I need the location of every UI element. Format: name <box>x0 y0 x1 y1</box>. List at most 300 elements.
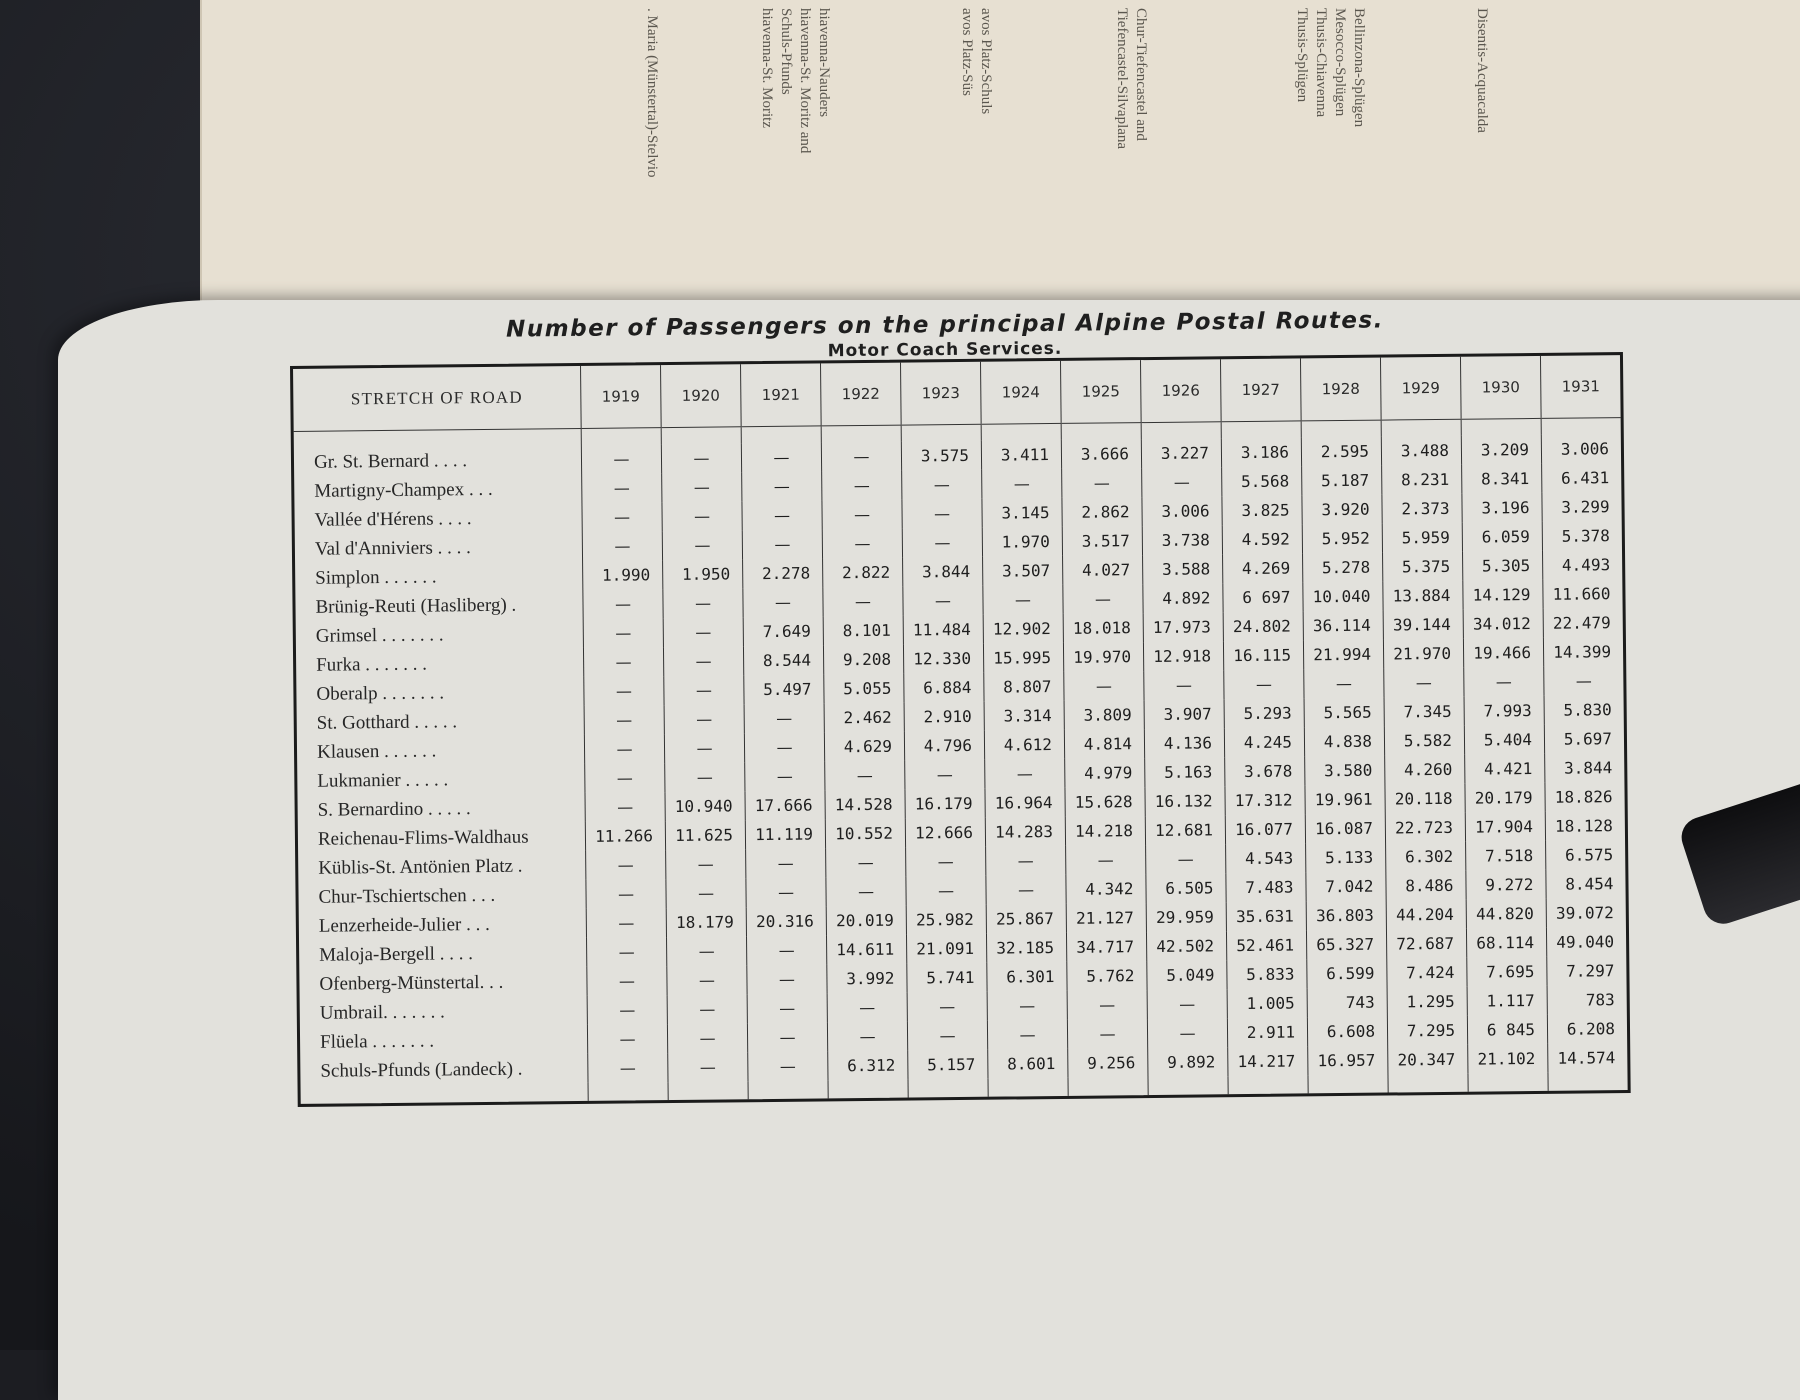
back-page-label: Disentis-Acquacalda <box>1474 8 1490 133</box>
passenger-count-cell: 5.305 <box>1463 551 1543 581</box>
passenger-count-cell: — <box>822 500 902 530</box>
passenger-count-cell: — <box>1384 668 1464 698</box>
passenger-count-cell: 4.796 <box>904 731 984 761</box>
passenger-count-cell: 15.995 <box>983 643 1063 673</box>
passenger-count-cell: 8.807 <box>984 672 1064 702</box>
passenger-count-cell: 9.208 <box>823 645 903 675</box>
passenger-count-cell: 17.904 <box>1465 812 1545 842</box>
passenger-count-cell: — <box>587 995 667 1025</box>
passenger-count-cell: — <box>583 647 663 677</box>
passenger-count-cell: 5.741 <box>907 963 987 993</box>
passenger-count-cell: 14.399 <box>1543 637 1623 667</box>
back-page <box>200 0 1800 340</box>
passenger-count-cell: 14.283 <box>985 817 1065 847</box>
passenger-count-cell: — <box>587 1024 667 1054</box>
passenger-count-cell: 8.101 <box>823 616 903 646</box>
passenger-count-cell: — <box>1224 669 1304 699</box>
passenger-count-cell: 743 <box>1307 988 1387 1018</box>
passenger-count-cell: 5.762 <box>1067 961 1147 991</box>
passenger-count-cell: 7.042 <box>1306 872 1386 902</box>
passenger-count-cell: 7.295 <box>1387 1016 1467 1046</box>
passenger-count-cell: — <box>823 587 903 617</box>
passenger-count-cell: — <box>827 1022 907 1052</box>
passenger-count-cell: 5.187 <box>1302 466 1382 496</box>
year-header: 1919 <box>581 365 662 428</box>
passenger-count-cell: 19.466 <box>1463 638 1543 668</box>
passenger-count-cell: — <box>903 586 983 616</box>
passenger-count-cell: 8.544 <box>743 645 823 675</box>
passenger-count-cell: — <box>1062 468 1142 498</box>
route-name: Vallée d'Hérens . . . . <box>314 507 472 531</box>
passenger-count-cell: — <box>986 875 1066 905</box>
passenger-count-cell: 7.424 <box>1387 958 1467 988</box>
passenger-count-cell: — <box>664 733 744 763</box>
passenger-count-cell: — <box>1066 845 1146 875</box>
route-name: Lenzerheide-Julier . . . <box>318 913 490 937</box>
passenger-count-cell: 18.018 <box>1063 613 1143 643</box>
passenger-count-cell: 3.920 <box>1302 495 1382 525</box>
passenger-count-cell: — <box>584 705 664 735</box>
route-name: Oberalp . . . . . . . <box>316 681 445 705</box>
route-name: Brünig-Reuti (Hasliberg) . <box>315 594 517 618</box>
passenger-count-cell: 72.687 <box>1386 929 1466 959</box>
passenger-count-cell: 32.185 <box>986 933 1066 963</box>
passenger-count-cell: — <box>586 908 666 938</box>
back-page-label: avos Platz-Schuls avos Platz-Süs <box>959 8 994 115</box>
passenger-count-cell: 44.204 <box>1386 900 1466 930</box>
page-title: Number of Passengers on the principal Alpine Postal Routes. <box>505 307 1385 343</box>
passenger-count-cell: 18.128 <box>1545 811 1625 841</box>
passenger-count-cell: 5.697 <box>1544 724 1624 754</box>
passenger-count-cell: 3.006 <box>1541 434 1621 464</box>
passenger-count-cell: 3.145 <box>982 498 1062 528</box>
passenger-count-cell: 3.738 <box>1142 525 1222 555</box>
passenger-count-cell: 4.629 <box>824 732 904 762</box>
passenger-count-cell: 1.005 <box>1227 988 1307 1018</box>
passenger-count-cell: — <box>822 529 902 559</box>
passenger-count-cell: 19.961 <box>1305 785 1385 815</box>
passenger-count-cell: — <box>983 585 1063 615</box>
passenger-count-cell: 22.479 <box>1543 608 1623 638</box>
passenger-count-cell: 3.411 <box>981 440 1061 470</box>
passenger-count-cell: 5.293 <box>1224 698 1304 728</box>
passenger-count-cell: 49.040 <box>1546 927 1626 957</box>
passenger-count-cell: 5.568 <box>1222 466 1302 496</box>
passenger-count-cell: — <box>1544 666 1624 696</box>
year-header: 1921 <box>741 363 822 426</box>
passenger-count-cell: 2.911 <box>1227 1017 1307 1047</box>
passenger-count-cell: 4.612 <box>984 730 1064 760</box>
passenger-count-cell: 4.493 <box>1543 550 1623 580</box>
passenger-count-cell: — <box>584 734 664 764</box>
passenger-count-cell: 14.528 <box>825 790 905 820</box>
passenger-count-cell: — <box>1067 990 1147 1020</box>
passenger-count-cell: — <box>1142 467 1222 497</box>
route-name: Simplon . . . . . . <box>315 565 437 589</box>
passenger-count-cell: — <box>667 1023 747 1053</box>
passenger-count-cell: 20.179 <box>1465 783 1545 813</box>
back-page-label: hiavenna-Nauders hiavenna-St. Moritz and Schuls-Pfunds hiavenna-St. Moritz <box>759 8 832 154</box>
passenger-count-cell: 65.327 <box>1306 930 1386 960</box>
passenger-count-cell: 21.102 <box>1468 1044 1548 1074</box>
passenger-count-cell: 6.312 <box>828 1051 908 1081</box>
passenger-count-cell: 4.245 <box>1224 727 1304 757</box>
passenger-count-cell: 22.723 <box>1385 813 1465 843</box>
passenger-count-cell: — <box>905 760 985 790</box>
passenger-count-cell: — <box>664 675 744 705</box>
passenger-count-cell: 12.918 <box>1143 641 1223 671</box>
passenger-count-cell: — <box>582 531 662 561</box>
passenger-count-cell: — <box>667 936 747 966</box>
passenger-count-cell: 7.345 <box>1384 697 1464 727</box>
passenger-count-cell: 16.957 <box>1308 1046 1388 1076</box>
passenger-count-cell: 3.006 <box>1142 496 1222 526</box>
passenger-count-cell: 2.373 <box>1382 494 1462 524</box>
passenger-count-cell: 8.486 <box>1386 871 1466 901</box>
passenger-count-cell: — <box>1147 1018 1227 1048</box>
passenger-count-cell: 3.507 <box>983 556 1063 586</box>
passenger-count-cell: — <box>665 762 745 792</box>
passenger-count-cell: 14.611 <box>826 935 906 965</box>
route-name: Grimsel . . . . . . . <box>315 623 444 647</box>
passenger-count-cell: 5.404 <box>1464 725 1544 755</box>
passenger-count-cell: 3.678 <box>1225 756 1305 786</box>
passenger-count-cell: — <box>821 442 901 472</box>
passenger-count-cell: 4.979 <box>1065 758 1145 788</box>
passenger-count-cell: 5.163 <box>1145 757 1225 787</box>
passenger-count-cell: 11.119 <box>745 819 825 849</box>
passenger-count-cell: — <box>746 877 826 907</box>
back-page-label: Chur-Tiefencastel and Tiefencastel-Silvaplana <box>1114 8 1149 150</box>
passenger-count-cell: 14.129 <box>1463 580 1543 610</box>
passenger-count-cell: 5.378 <box>1542 521 1622 551</box>
passenger-count-cell: — <box>587 937 667 967</box>
year-header: 1924 <box>980 361 1061 424</box>
route-name: Martigny-Champex . . . <box>314 478 493 502</box>
passenger-count-cell: 6.059 <box>1462 522 1542 552</box>
passenger-count-cell: — <box>748 1051 828 1081</box>
passenger-count-cell: 2.862 <box>1062 497 1142 527</box>
passenger-count-cell: 3.809 <box>1064 700 1144 730</box>
passenger-count-cell: — <box>662 530 742 560</box>
passenger-count-cell: — <box>666 849 746 879</box>
passenger-count-cell: — <box>906 876 986 906</box>
passenger-count-cell: — <box>1304 669 1384 699</box>
passenger-count-cell: 17.973 <box>1143 612 1223 642</box>
passenger-count-cell: 5.133 <box>1306 843 1386 873</box>
passenger-count-cell: 3.825 <box>1222 495 1302 525</box>
passenger-count-cell: 6.302 <box>1386 842 1466 872</box>
passenger-count-cell: 7.518 <box>1466 841 1546 871</box>
passenger-count-cell: — <box>1064 671 1144 701</box>
passenger-count-cell: — <box>826 877 906 907</box>
passenger-count-cell: — <box>982 469 1062 499</box>
passenger-count-cell: 20.316 <box>746 906 826 936</box>
passenger-count-cell: 3.196 <box>1462 493 1542 523</box>
passenger-count-cell: 52.461 <box>1226 930 1306 960</box>
passenger-count-cell: — <box>1146 844 1226 874</box>
passenger-count-cell: 16.179 <box>905 789 985 819</box>
year-header: 1927 <box>1220 358 1301 421</box>
passenger-count-cell: 7.993 <box>1464 696 1544 726</box>
passenger-count-cell: 3.666 <box>1061 439 1141 469</box>
back-page-label: . Maria (Münstertal)-Stelvio <box>644 8 660 178</box>
passenger-count-cell: 3.186 <box>1221 437 1301 467</box>
passenger-count-cell: 6.608 <box>1307 1017 1387 1047</box>
passenger-count-cell: — <box>582 502 662 532</box>
passenger-count-cell: 5.952 <box>1302 524 1382 554</box>
passenger-count-cell: — <box>822 471 902 501</box>
passenger-count-cell: — <box>742 471 822 501</box>
passenger-count-cell: 10.940 <box>665 791 745 821</box>
passenger-count-cell: 20.019 <box>826 906 906 936</box>
passenger-count-cell: — <box>663 617 743 647</box>
passenger-count-cell: 11.484 <box>903 615 983 645</box>
passenger-count-cell: 35.631 <box>1226 901 1306 931</box>
passenger-count-cell: — <box>1067 1019 1147 1049</box>
passenger-count-cell: 36.114 <box>1303 611 1383 641</box>
passenger-count-cell: — <box>902 499 982 529</box>
passenger-count-cell: 5.497 <box>744 674 824 704</box>
passenger-count-cell: — <box>746 935 826 965</box>
passenger-count-cell: — <box>746 848 826 878</box>
passenger-count-cell: 6.431 <box>1542 463 1622 493</box>
passenger-count-cell: 5.278 <box>1303 553 1383 583</box>
passenger-count-cell: 6.208 <box>1547 1014 1627 1044</box>
passenger-count-cell: 11.625 <box>665 820 745 850</box>
passenger-count-cell: — <box>661 443 741 473</box>
year-header: 1922 <box>821 363 902 426</box>
route-name: Schuls-Pfunds (Landeck) . <box>320 1058 523 1082</box>
route-name: S. Bernardino . . . . . <box>317 797 471 821</box>
passenger-count-cell: 4.543 <box>1226 843 1306 873</box>
passenger-count-cell: 2.822 <box>823 558 903 588</box>
passenger-count-cell: 5.959 <box>1382 523 1462 553</box>
year-header: 1929 <box>1380 357 1461 420</box>
passenger-count-cell: 4.260 <box>1385 755 1465 785</box>
passenger-count-cell: 9.272 <box>1466 870 1546 900</box>
passenger-count-cell: 3.907 <box>1144 699 1224 729</box>
passenger-count-cell: 17.666 <box>745 790 825 820</box>
passenger-count-cell: 6.575 <box>1546 840 1626 870</box>
passenger-count-cell: 3.580 <box>1305 756 1385 786</box>
passenger-count-cell: — <box>907 992 987 1022</box>
back-page-label: Bellinzona-Splügen Mesocco-Splügen Thusis-Chiavenna Thusis-Splügen <box>1294 8 1367 128</box>
passenger-count-cell: — <box>744 703 824 733</box>
passenger-count-cell: — <box>745 761 825 791</box>
passenger-count-cell: 7.695 <box>1467 957 1547 987</box>
passenger-count-cell: 16.964 <box>985 788 1065 818</box>
passenger-count-cell: 7.649 <box>743 616 823 646</box>
passenger-count-cell: 18.179 <box>666 907 746 937</box>
passenger-count-cell: 1.990 <box>583 560 663 590</box>
passenger-count-cell: — <box>581 444 661 474</box>
passenger-count-cell: 29.959 <box>1146 902 1226 932</box>
passenger-count-cell: 19.970 <box>1063 642 1143 672</box>
route-name: St. Gotthard . . . . . <box>316 710 458 734</box>
passenger-count-cell: 20.347 <box>1388 1045 1468 1075</box>
passenger-count-cell: 2.278 <box>743 558 823 588</box>
route-name: Umbrail. . . . . . . <box>319 1000 445 1024</box>
passenger-count-cell: 39.072 <box>1546 898 1626 928</box>
passenger-count-cell: 44.820 <box>1466 899 1546 929</box>
passenger-count-cell: 6 697 <box>1223 582 1303 612</box>
page-subtitle: Motor Coach Services. <box>827 338 1063 362</box>
passenger-count-cell: — <box>585 763 665 793</box>
route-name: Chur-Tschiertschen . . . <box>318 884 496 908</box>
passenger-count-cell: 4.027 <box>1063 555 1143 585</box>
passenger-count-cell: — <box>986 846 1066 876</box>
passenger-count-cell: 5.833 <box>1227 959 1307 989</box>
passenger-count-cell: — <box>583 589 663 619</box>
passenger-count-cell: 5.157 <box>908 1050 988 1080</box>
passenger-count-cell: — <box>1147 989 1227 1019</box>
passenger-count-cell: 17.312 <box>1225 785 1305 815</box>
passenger-count-cell: 25.982 <box>906 905 986 935</box>
passenger-count-cell: 4.838 <box>1304 727 1384 757</box>
passenger-count-cell: 3.844 <box>903 557 983 587</box>
passenger-count-cell: 14.217 <box>1228 1046 1308 1076</box>
route-name: Lukmanier . . . . . <box>317 768 449 792</box>
passenger-count-cell: 6.599 <box>1307 959 1387 989</box>
passenger-count-cell: — <box>1144 670 1224 700</box>
passenger-count-cell: 2.910 <box>904 702 984 732</box>
passenger-count-cell: 5.375 <box>1383 552 1463 582</box>
passenger-count-cell: 4.892 <box>1143 583 1223 613</box>
passenger-count-cell: — <box>906 847 986 877</box>
passenger-count-cell: 16.077 <box>1225 814 1305 844</box>
passenger-count-cell: 4.269 <box>1223 553 1303 583</box>
route-name: Gr. St. Bernard . . . . <box>313 449 468 473</box>
year-header: 1923 <box>900 362 981 425</box>
passenger-count-cell: 34.012 <box>1463 609 1543 639</box>
passenger-count-cell: 3.517 <box>1062 526 1142 556</box>
passenger-count-cell: 21.994 <box>1303 640 1383 670</box>
passenger-count-cell: 3.299 <box>1542 492 1622 522</box>
passenger-count-cell: — <box>1063 584 1143 614</box>
passenger-count-cell: 8.601 <box>988 1049 1068 1079</box>
passenger-count-cell: 3.844 <box>1545 753 1625 783</box>
passenger-count-cell: — <box>987 991 1067 1021</box>
passenger-count-cell: — <box>747 1022 827 1052</box>
passenger-count-cell: — <box>666 878 746 908</box>
stretch-of-road-header: STRETCH OF ROAD <box>293 366 581 432</box>
passenger-count-cell: 12.330 <box>903 644 983 674</box>
year-header: 1926 <box>1140 359 1221 422</box>
passenger-count-cell: 16.087 <box>1305 814 1385 844</box>
passenger-count-cell: — <box>586 850 666 880</box>
passenger-count-cell: 1.295 <box>1387 987 1467 1017</box>
passenger-count-cell: — <box>1464 667 1544 697</box>
passenger-count-cell: 5.565 <box>1304 698 1384 728</box>
passenger-count-cell: 14.574 <box>1548 1043 1628 1073</box>
passenger-table <box>290 352 1631 1107</box>
passenger-count-cell: 4.342 <box>1066 874 1146 904</box>
passenger-count-cell: — <box>902 528 982 558</box>
passenger-count-cell: — <box>744 732 824 762</box>
passenger-count-cell: 4.421 <box>1465 754 1545 784</box>
passenger-count-cell: — <box>587 966 667 996</box>
passenger-count-cell: 24.802 <box>1223 611 1303 641</box>
passenger-count-cell: 3.575 <box>901 441 981 471</box>
passenger-count-cell: 16.132 <box>1145 786 1225 816</box>
route-name: Reichenau-Flims-Waldhaus <box>317 826 529 850</box>
passenger-count-cell: 2.595 <box>1301 437 1381 467</box>
passenger-count-cell: 15.628 <box>1065 787 1145 817</box>
passenger-count-cell: 12.666 <box>905 818 985 848</box>
route-name: Val d'Anniviers . . . . <box>314 536 471 560</box>
passenger-count-cell: — <box>667 965 747 995</box>
route-name: Flüela . . . . . . . <box>319 1030 435 1053</box>
passenger-count-cell: 7.297 <box>1547 956 1627 986</box>
passenger-count-cell: 10.552 <box>825 819 905 849</box>
passenger-count-cell: — <box>586 879 666 909</box>
passenger-count-cell: — <box>664 704 744 734</box>
year-header: 1920 <box>661 364 742 427</box>
passenger-count-cell: — <box>662 472 742 502</box>
passenger-count-cell: 4.592 <box>1222 524 1302 554</box>
passenger-count-cell: — <box>902 470 982 500</box>
passenger-count-cell: 21.127 <box>1066 903 1146 933</box>
passenger-count-cell: 8.454 <box>1546 869 1626 899</box>
route-name: Maloja-Bergell . . . . <box>319 942 474 966</box>
passenger-count-cell: 11.266 <box>585 821 665 851</box>
passenger-count-cell: — <box>826 848 906 878</box>
passenger-count-cell: — <box>663 646 743 676</box>
year-header: 1930 <box>1460 356 1541 419</box>
passenger-count-cell: 11.660 <box>1543 579 1623 609</box>
passenger-count-cell: — <box>584 676 664 706</box>
passenger-count-cell: 10.040 <box>1303 582 1383 612</box>
passenger-count-cell: — <box>667 994 747 1024</box>
passenger-count-cell: 4.814 <box>1064 729 1144 759</box>
passenger-count-cell: 6.301 <box>987 962 1067 992</box>
passenger-count-cell: 12.902 <box>983 614 1063 644</box>
passenger-count-cell: 3.588 <box>1143 554 1223 584</box>
passenger-count-cell: 2.462 <box>824 703 904 733</box>
passenger-count-cell: 6.505 <box>1146 873 1226 903</box>
passenger-count-cell: 34.717 <box>1066 932 1146 962</box>
passenger-count-cell: 13.884 <box>1383 581 1463 611</box>
passenger-count-cell: 3.992 <box>827 964 907 994</box>
year-header: 1925 <box>1060 360 1141 423</box>
passenger-count-cell: 7.483 <box>1226 872 1306 902</box>
passenger-count-cell: 5.055 <box>824 674 904 704</box>
passenger-count-cell: 5.049 <box>1147 960 1227 990</box>
passenger-count-cell: 20.118 <box>1385 784 1465 814</box>
passenger-count-cell: 18.826 <box>1545 782 1625 812</box>
passenger-count-cell: 21.970 <box>1383 639 1463 669</box>
passenger-count-cell: 36.803 <box>1306 901 1386 931</box>
passenger-count-cell: — <box>825 761 905 791</box>
passenger-count-cell: — <box>663 588 743 618</box>
passenger-count-cell: — <box>827 993 907 1023</box>
passenger-count-cell: 1.117 <box>1467 986 1547 1016</box>
passenger-count-cell: 1.970 <box>982 527 1062 557</box>
passenger-count-cell: 3.209 <box>1461 435 1541 465</box>
route-name: Küblis-St. Antönien Platz . <box>318 855 523 879</box>
passenger-count-cell: 12.681 <box>1145 815 1225 845</box>
passenger-count-cell: — <box>585 792 665 822</box>
passenger-count-cell: — <box>742 529 822 559</box>
passenger-count-cell: 8.341 <box>1462 464 1542 494</box>
passenger-count-cell: 25.867 <box>986 904 1066 934</box>
passenger-count-cell: 4.136 <box>1144 728 1224 758</box>
year-header: 1931 <box>1540 355 1620 418</box>
passenger-count-cell: 42.502 <box>1146 931 1226 961</box>
passenger-count-cell: 21.091 <box>906 934 986 964</box>
passenger-count-cell: 9.892 <box>1148 1047 1228 1077</box>
